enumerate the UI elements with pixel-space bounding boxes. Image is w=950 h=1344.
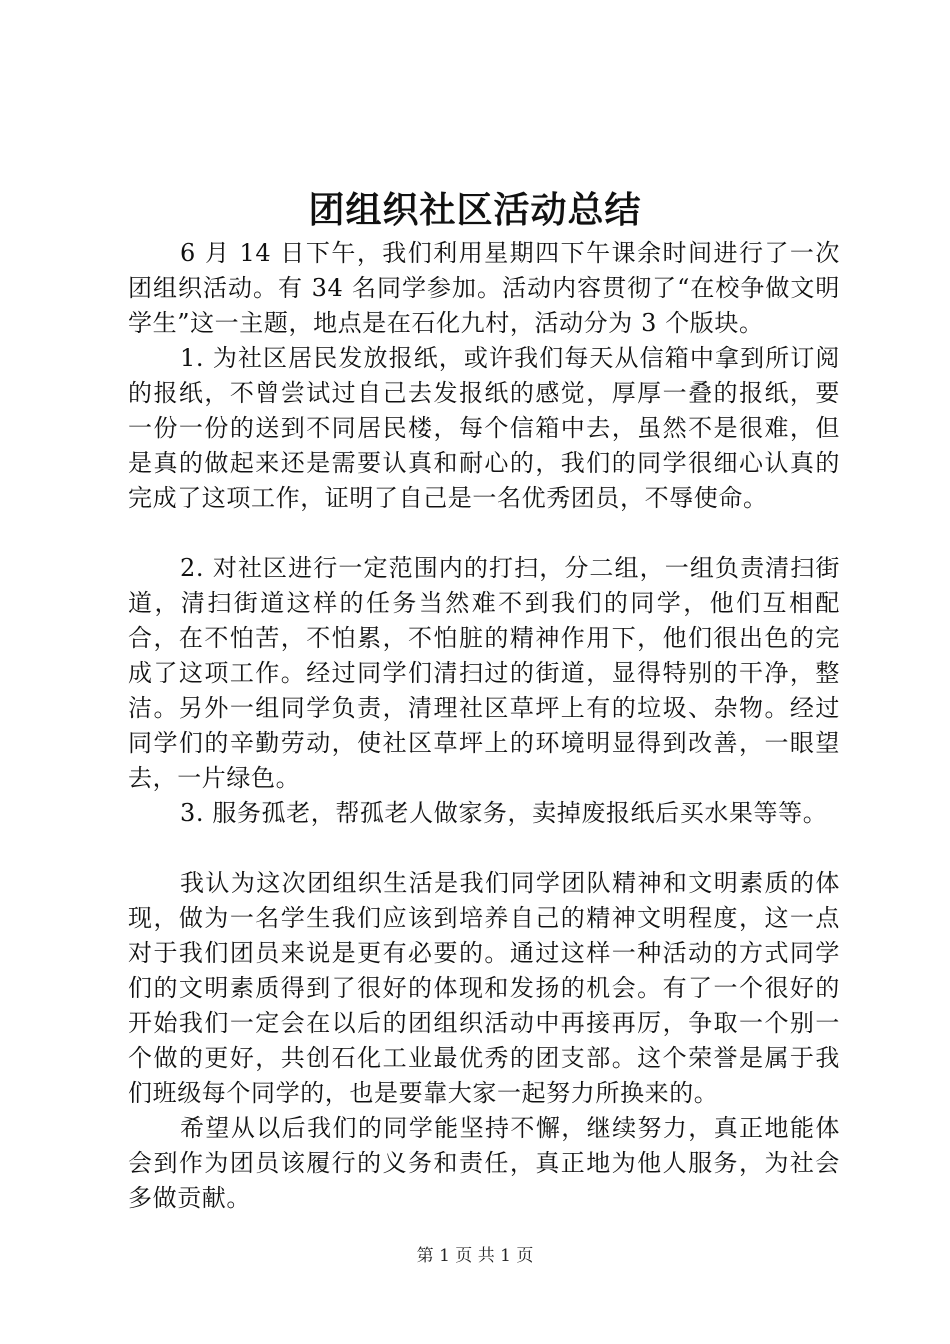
paragraph-item-3: 3. 服务孤老，帮孤老人做家务，卖掉废报纸后买水果等等。 — [180, 799, 828, 827]
document-body — [128, 236, 840, 1216]
paragraph-spacer — [128, 831, 840, 866]
paragraph-item-1: 1. 为社区居民发放报纸，或许我们每天从信箱中拿到所订阅的报纸，不曾尝试过自己去发报纸的感觉，厚厚一叠的报纸，要一份一份的送到不同居民楼，每个信箱中去，虽然不是很难，但是真的做起来还是需要认真和耐心的，我们的同学很细心认真的完成了这项工作，证明了自己是一名优秀团员，不辱使命。 — [128, 344, 840, 512]
paragraph-spacer — [128, 516, 840, 551]
paragraph-intro: 6 月 14 日下午，我们利用星期四下午课余时间进行了一次团组织活动。有 34 名同学参加。活动内容贯彻了“在校争做文明学生”这一主题，地点是在石化九村，活动分为 3 个版块。 — [128, 239, 840, 337]
paragraph-reflection: 我认为这次团组织生活是我们同学团队精神和文明素质的体现，做为一名学生我们应该到培养自己的精神文明程度，这一点对于我们团员来说是更有必要的。通过这样一种活动的方式同学们的文明素质得到了很好的体现和发扬的机会。有了一个很好的开始我们一定会在以后的团组织活动中再接再厉，争取一个别一个做的更好，共创石化工业最优秀的团支部。这个荣誉是属于我们班级每个同学的，也是要靠大家一起努力所换来的。 — [128, 869, 840, 1107]
paragraph-item-2: 2. 对社区进行一定范围内的打扫，分二组，一组负责清扫街道，清扫街道这样的任务当然难不到我们的同学，他们互相配合，在不怕苦，不怕累，不怕脏的精神作用下，他们很出色的完成了这项工作。经过同学们清扫过的街道，显得特别的干净，整洁。另外一组同学负责，清理社区草坪上有的垃圾、杂物。经过同学们的辛勤劳动，使社区草坪上的环境明显得到改善，一眼望去，一片绿色。 — [128, 554, 840, 792]
paragraph-closing: 希望从以后我们的同学能坚持不懈，继续努力，真正地能体会到作为团员该履行的义务和责任，真正地为他人服务，为社会多做贡献。 — [128, 1114, 840, 1212]
document-title: 团组织社区活动总结 — [308, 189, 642, 231]
page-number-footer: 第 1 页 共 1 页 — [416, 1246, 534, 1266]
